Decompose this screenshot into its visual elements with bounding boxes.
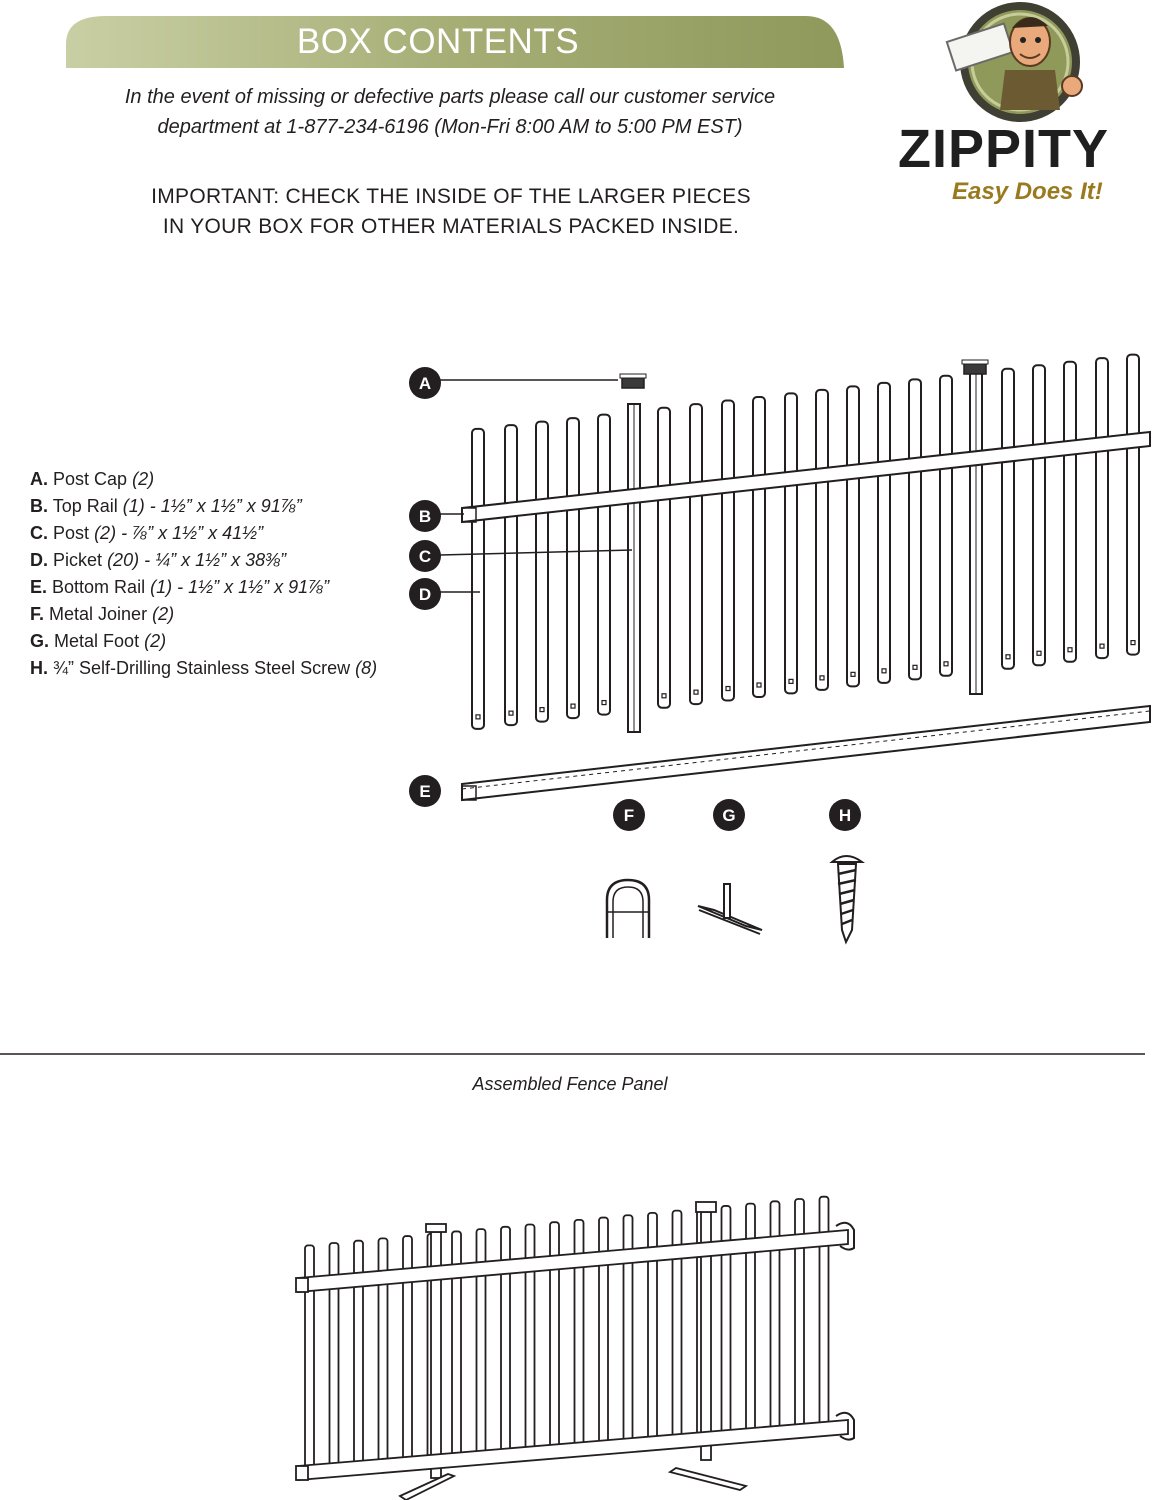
picket-screw-hole [1131, 641, 1135, 645]
svg-text:F: F [623, 806, 635, 825]
part-item-screw: H. ¾” Self-Drilling Stainless Steel Screw (8) [30, 658, 378, 678]
exploded-pickets [472, 355, 1139, 729]
picket-screw-hole [789, 679, 793, 683]
picket [1096, 358, 1108, 658]
callout-d [409, 578, 441, 610]
picket [1033, 365, 1045, 665]
part-item-metal-joiner: F. Metal Joiner (2) [30, 604, 175, 624]
top-rail [462, 432, 1150, 522]
picket [1064, 362, 1076, 662]
callout-e [409, 775, 441, 807]
callout-c [409, 540, 441, 572]
picket [567, 418, 579, 718]
bottom-rail [462, 706, 1150, 800]
picket [536, 422, 548, 722]
assembled-joiners [836, 1223, 854, 1440]
callout-h [829, 799, 861, 831]
picket-screw-hole [509, 711, 513, 715]
svg-text:A: A [418, 374, 432, 393]
metal-foot-icon [698, 884, 762, 934]
picket-screw-hole [662, 694, 666, 698]
picket-screw-hole [820, 676, 824, 680]
important-line-2: IN YOUR BOX FOR OTHER MATERIALS PACKED INSIDE. [162, 215, 740, 238]
page-title: BOX CONTENTS [296, 22, 580, 61]
picket-screw-hole [476, 715, 480, 719]
logo-tagline: Easy Does It! [952, 178, 1103, 205]
picket [878, 383, 890, 683]
picket-screw-hole [944, 662, 948, 666]
svg-text:E: E [419, 782, 431, 801]
logo-name: ZIPPITY [898, 119, 1110, 179]
picket-screw-hole [882, 669, 886, 673]
callout-b [409, 500, 441, 532]
picket [505, 425, 517, 725]
picket [753, 397, 765, 697]
picket [722, 401, 734, 701]
assembled-feet [400, 1468, 746, 1500]
picket [658, 408, 670, 708]
post-left [628, 404, 640, 732]
picket-screw-hole [571, 704, 575, 708]
svg-text:H: H [838, 806, 852, 825]
notice-line-1: In the event of missing or defective parts please call our customer service [124, 86, 776, 108]
post-cap-right [962, 360, 988, 374]
svg-text:C: C [418, 547, 432, 566]
picket-screw-hole [851, 672, 855, 676]
picket-screw-hole [1068, 648, 1072, 652]
picket [1002, 369, 1014, 669]
assembled-panel-caption: Assembled Fence Panel [472, 1074, 668, 1094]
picket-screw-hole [1100, 644, 1104, 648]
part-item-bottom-rail: E. Bottom Rail (1) - 1½” x 1½” x 91⅞” [30, 577, 330, 597]
callout-g [713, 799, 745, 831]
svg-text:D: D [418, 585, 432, 604]
svg-text:B: B [418, 507, 432, 526]
part-item-picket: D. Picket (20) - ¼” x 1½” x 38⅜” [30, 550, 287, 570]
callout-a [409, 367, 441, 399]
part-item-top-rail: B. Top Rail (1) - 1½” x 1½” x 91⅞” [30, 496, 302, 516]
picket [940, 376, 952, 676]
picket-screw-hole [1037, 651, 1041, 655]
picket-screw-hole [913, 665, 917, 669]
picket-screw-hole [1006, 655, 1010, 659]
picket-screw-hole [694, 690, 698, 694]
part-item-metal-foot: G. Metal Foot (2) [30, 631, 167, 651]
important-line-1: IMPORTANT: CHECK THE INSIDE OF THE LARGER PIECES [151, 185, 751, 208]
metal-joiner-icon [607, 880, 649, 938]
callout-f [613, 799, 645, 831]
picket [690, 404, 702, 704]
screw-icon [832, 856, 862, 942]
picket [472, 429, 484, 729]
picket-screw-hole [726, 687, 730, 691]
picket [598, 415, 610, 715]
picket [909, 379, 921, 679]
part-item-post-cap: A. Post Cap (2) [30, 469, 155, 489]
picket-screw-hole [602, 701, 606, 705]
post-right [970, 372, 982, 694]
notice-line-2: department at 1-877-234-6196 (Mon-Fri 8:00 AM to 5:00 PM EST) [157, 116, 743, 138]
picket [847, 386, 859, 686]
picket-screw-hole [540, 708, 544, 712]
post-cap-left [620, 374, 646, 388]
part-item-post: C. Post (2) - ⅞” x 1½” x 41½” [30, 523, 264, 543]
picket [1127, 355, 1139, 655]
picket-screw-hole [757, 683, 761, 687]
picket [785, 393, 797, 693]
picket [816, 390, 828, 690]
svg-text:G: G [722, 806, 736, 825]
